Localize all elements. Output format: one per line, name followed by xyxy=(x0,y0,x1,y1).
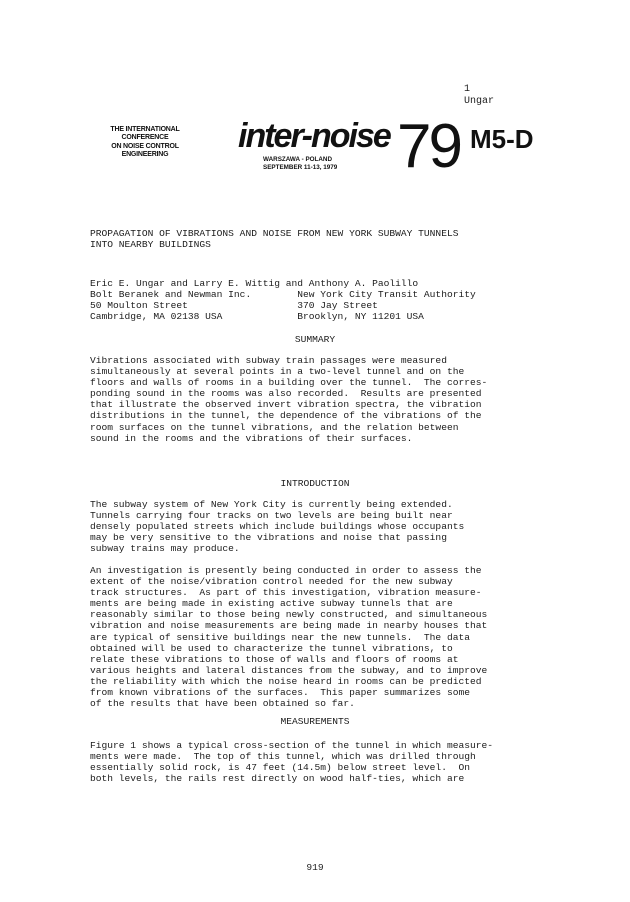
summary-line: sound in the rooms and the vibrations of their surfaces. xyxy=(90,432,413,444)
intro-line: Tunnels carrying four tracks on two levels are being built near xyxy=(90,510,453,522)
intro-line: from known vibrations of the surfaces. This paper summarizes some xyxy=(90,687,470,699)
measurements-line: both levels, the rails rest directly on wood half-ties, which are xyxy=(90,773,465,785)
title-line: INTO NEARBY BUILDINGS xyxy=(90,239,211,251)
intro-line: track structures. As part of this investigation, vibration measure- xyxy=(90,587,482,599)
introduction-paragraph-2 xyxy=(90,565,540,709)
conference-name xyxy=(93,126,197,160)
intro-line: densely populated streets which include buildings whose occupants xyxy=(90,521,465,533)
page-marker: 1 xyxy=(464,84,471,95)
conference-line: ENGINEERING xyxy=(121,151,169,159)
session-code: M5-D xyxy=(470,124,534,154)
summary-line: simultaneously at several points in a two-level tunnel and on the xyxy=(90,366,465,378)
conference-line: CONFERENCE xyxy=(121,134,169,142)
introduction-heading: INTRODUCTION xyxy=(280,478,350,489)
summary-heading: SUMMARY xyxy=(294,334,336,345)
intro-line: of the results that have been obtained so far. xyxy=(90,698,355,710)
author-line: 50 Moulton Street 370 Jay Street xyxy=(90,300,378,312)
title-line: PROPAGATION OF VIBRATIONS AND NOISE FROM NEW YORK SUBWAY TUNNELS xyxy=(90,228,459,239)
measurements-line: ments were made. The top of this tunnel, which was drilled through xyxy=(90,751,476,763)
intro-line: vibration and noise measurements are being made in nearby houses that xyxy=(90,620,488,632)
summary-body xyxy=(90,355,540,444)
measurements-line: essentially solid rock, is 47 feet (14.5m) below street level. On xyxy=(90,762,470,774)
summary-line: ponding sound in the rooms was also recorded. Results are presented xyxy=(90,388,482,400)
location-line: WARSZAWA - POLAND xyxy=(263,156,333,163)
location-line: SEPTEMBER 11-13, 1979 xyxy=(263,164,338,171)
intro-line: ments are being made in existing active subway tunnels that are xyxy=(90,598,453,610)
author-line: Eric E. Ungar and Larry E. Wittig and Anthony A. Paolillo xyxy=(90,278,419,289)
page-header-right xyxy=(464,84,494,108)
intro-line: various heights and lateral distances from the subway, and to improve xyxy=(90,664,488,676)
summary-line: floors and walls of rooms in a building over the tunnel. The corres- xyxy=(90,377,488,389)
author-block xyxy=(90,278,550,322)
author-line: Bolt Beranek and Newman Inc. New York City Transit Authority xyxy=(90,289,476,301)
summary-line: Vibrations associated with subway train passages were measured xyxy=(90,355,447,366)
intro-line: reasonably similar to those being newly constructed, and simultaneous xyxy=(90,609,488,621)
summary-line: distributions in the tunnel, the dependence of the vibrations of the xyxy=(90,410,482,422)
author-tag: Ungar xyxy=(464,96,495,107)
intro-line: the reliability with which the noise heard in rooms can be predicted xyxy=(90,675,482,687)
measurements-line: Figure 1 shows a typical cross-section of the tunnel in which measure- xyxy=(90,740,494,751)
intro-line: The subway system of New York City is currently being extended. xyxy=(90,499,453,510)
intro-line: relate these vibrations to those of walls and floors of rooms at xyxy=(90,653,459,665)
summary-line: room surfaces on the tunnel vibrations, and the relation between xyxy=(90,421,459,433)
intro-line: An investigation is presently being conducted in order to assess the xyxy=(90,565,482,576)
introduction-paragraph-1 xyxy=(90,499,540,554)
paper-title xyxy=(90,228,540,250)
conference-line: ON NOISE CONTROL xyxy=(111,142,179,150)
intro-line: obtained will be used to characterize the tunnel vibrations, to xyxy=(90,642,453,654)
conference-line: THE INTERNATIONAL xyxy=(110,126,180,133)
summary-line: that illustrate the observed invert vibration spectra, the vibration xyxy=(90,399,482,411)
author-line: Cambridge, MA 02138 USA Brooklyn, NY 11201 USA xyxy=(90,311,424,323)
measurements-body xyxy=(90,740,540,784)
page-number: 919 xyxy=(306,862,324,873)
intro-line: may be very sensitive to the vibrations and noise that passing xyxy=(90,532,447,544)
intro-line: are typical of sensitive buildings near the new tunnels. The data xyxy=(90,631,470,643)
measurements-heading: MEASUREMENTS xyxy=(280,716,350,727)
intro-line: subway trains may produce. xyxy=(90,543,240,555)
conference-location xyxy=(263,156,337,172)
conference-year: 79 xyxy=(397,112,460,181)
intro-line: extent of the noise/vibration control needed for the new subway xyxy=(90,576,453,588)
conference-logo: inter-noise xyxy=(238,117,390,155)
